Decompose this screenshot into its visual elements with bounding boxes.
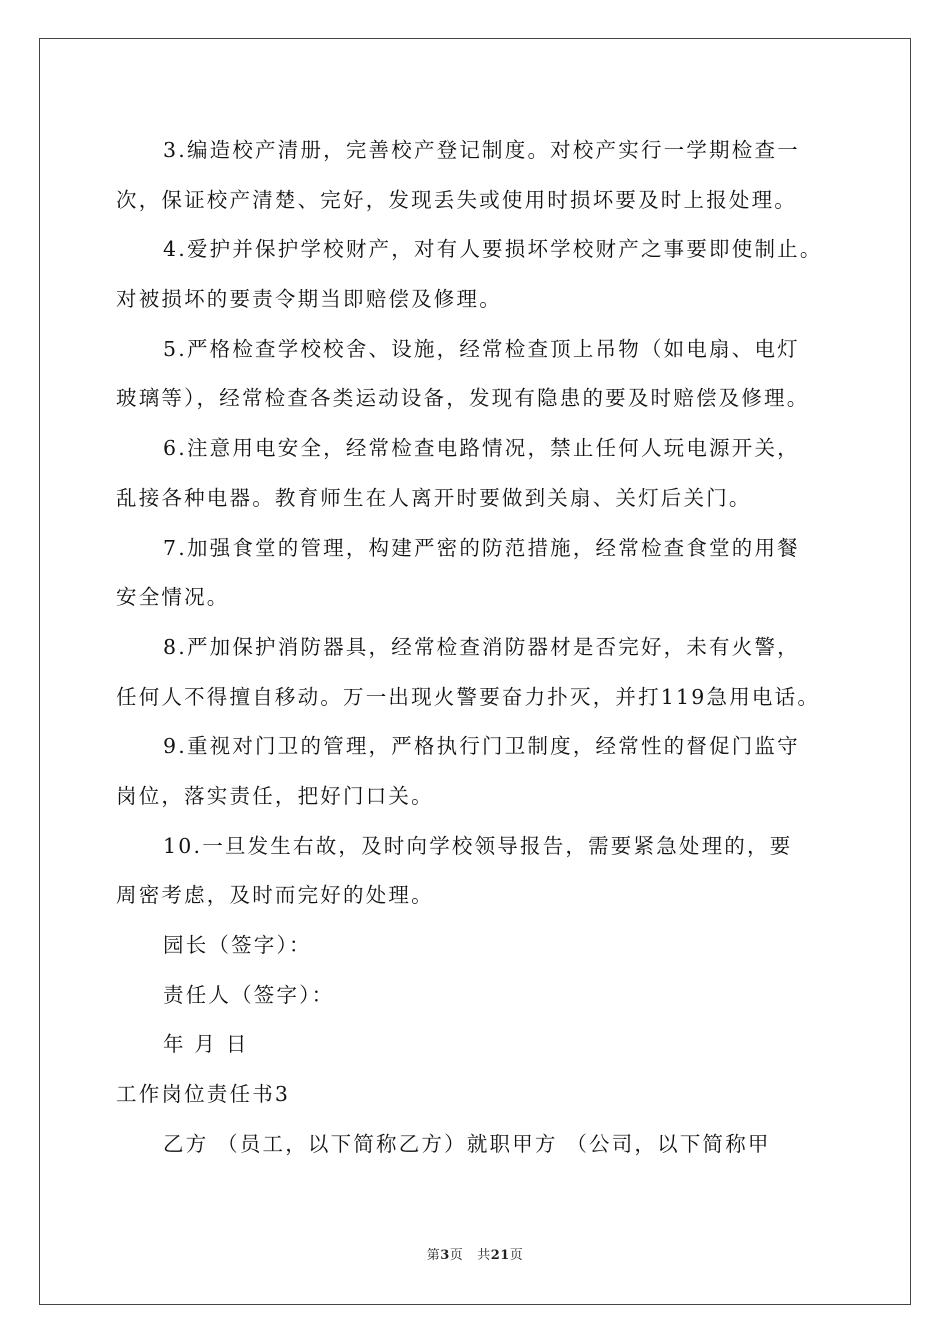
paragraph-line: 7.加强食堂的管理，构建严密的防范措施，经常检查食堂的用餐 <box>163 535 800 560</box>
paragraph-line: 岗位，落实责任，把好门口关。 <box>116 783 434 808</box>
paragraph-line: 6.注意用电安全，经常检查电路情况，禁止任何人玩电源开关， <box>163 436 800 461</box>
signature-line-principal: 园长（签字）： <box>163 933 312 957</box>
document-body <box>116 126 856 1169</box>
paragraph-line: 安全情况。 <box>116 585 230 610</box>
page-prefix: 第 <box>426 1248 441 1263</box>
paragraph-line: 10.一旦发生右故，及时向学校领导报告，需要紧急处理的，要 <box>163 833 793 858</box>
total-suffix: 页 <box>509 1248 524 1263</box>
paragraph-line: 周密考虑，及时而完好的处理。 <box>116 883 434 908</box>
paragraph-line: 任何人不得擅自移动。万一出现火警要奋力扑灭，并打119急用电话。 <box>116 684 821 709</box>
page-suffix: 页 <box>449 1248 464 1263</box>
paragraph-line: 对被损坏的要责令期当即赔偿及修理。 <box>116 287 502 312</box>
paragraph-line: 8.严加保护消防器具，经常检查消防器材是否完好，未有火警， <box>163 634 800 659</box>
signature-line-responsible: 责任人（签字）： <box>163 982 335 1007</box>
paragraph-line: 9.重视对门卫的管理，严格执行门卫制度，经常性的督促门监守 <box>163 734 800 759</box>
paragraph-line: 玻璃等），经常检查各类运动设备，发现有隐患的要及时赔偿及修理。 <box>116 386 810 411</box>
total-pages: 21 <box>490 1248 510 1263</box>
date-line: 年 月 日 <box>163 1032 249 1057</box>
paragraph-line: 3.编造校产清册，完善校产登记制度。对校产实行一学期检查一 <box>163 138 800 162</box>
paragraph-line: 5.严格检查学校校舍、设施，经常检查顶上吊物（如电扇、电灯 <box>163 336 800 361</box>
paragraph-line: 乙方 （员工，以下简称乙方）就职甲方 （公司，以下简称甲 <box>163 1131 771 1156</box>
page-footer <box>0 1244 950 1263</box>
paragraph-line: 次，保证校产清楚、完好，发现丢失或使用时损坏要及时上报处理。 <box>116 187 797 212</box>
paragraph-line: 乱接各种电器。教育师生在人离开时要做到关扇、关灯后关门。 <box>116 485 752 510</box>
section-heading: 工作岗位责任书3 <box>116 1082 291 1107</box>
paragraph-line: 4.爱护并保护学校财产，对有人要损坏学校财产之事要即使制止。 <box>163 237 823 262</box>
total-prefix: 共 <box>477 1248 491 1263</box>
page-number: 3 <box>440 1248 450 1263</box>
